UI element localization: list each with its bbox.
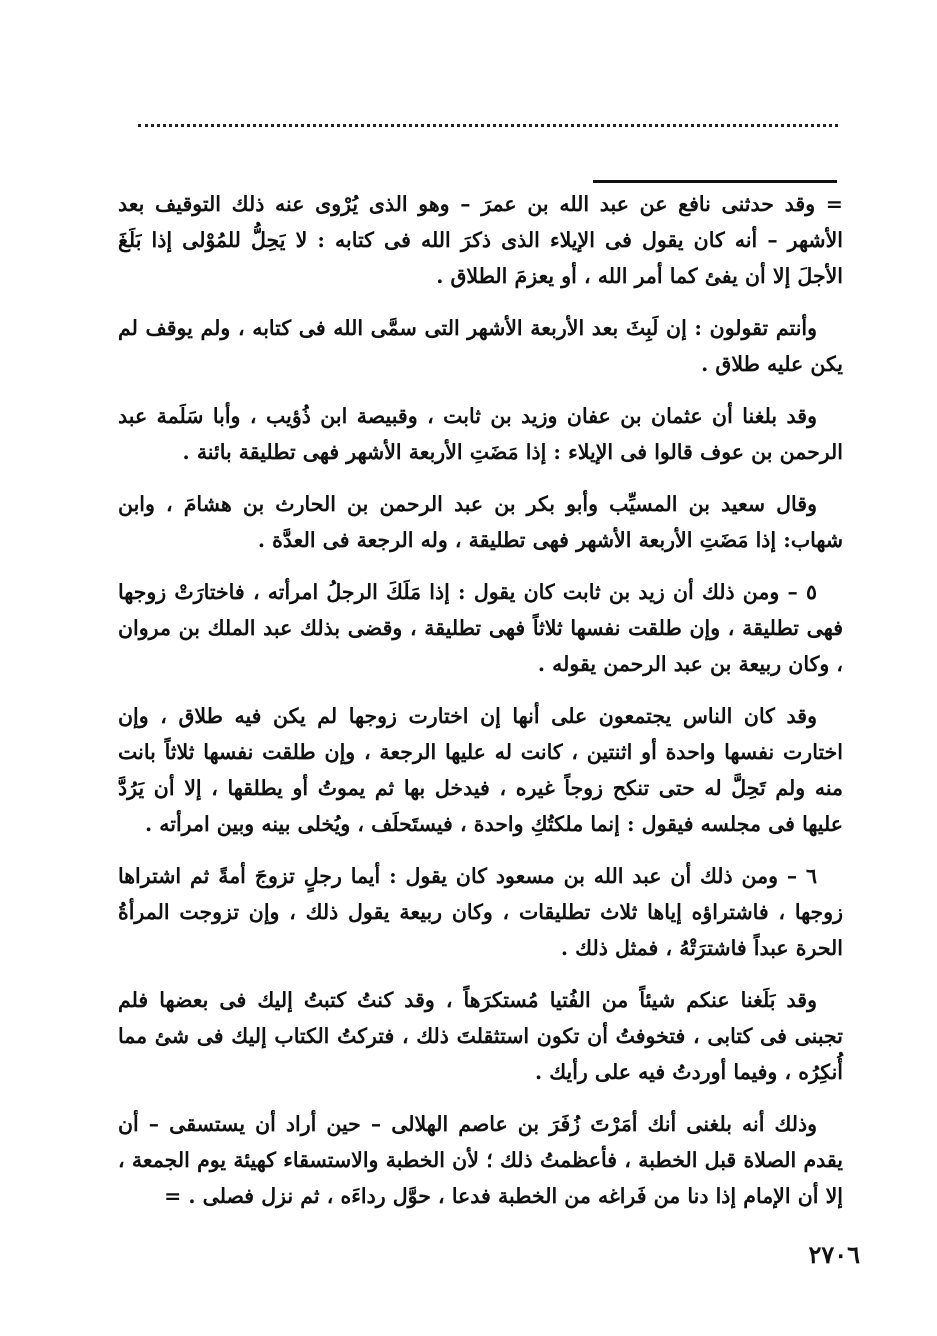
paragraph-8: وقد بَلَغنا عنكم شيئاً من الفُتيا مُستكرَهاً ، وقد كنتُ كتبتُ إليك فى بعضها فلم تجبنى فى كتابى ، فتخوفتُ أن تكون استثقلتَ ذلك ، فتركتُ الكتاب إليك فى شئ مما أُنكِرُه ، وفيما أوردتُ فيه على رأيك . <box>118 988 843 1084</box>
body-text <box>118 186 843 1230</box>
paragraph-2: وأنتم تقولون : إن لَبِثَ بعد الأربعة الأشهر التى سمَّى الله فى كتابه ، ولم يوقف لم يكن عليه طلاق . <box>118 316 843 376</box>
paragraph-4: وقال سعيد بن المسيِّب وأبو بكر بن عبد الرحمن بن الحارث بن هشامَ ، وابن شهاب: إذا مَضَتِ الأربعة الأشهر فهى تطليقة ، وله الرجعة فى العدَّة . <box>118 492 843 552</box>
paragraph-3: وقد بلغنا أن عثمان بن عفان وزيد بن ثابت ، وقبيصة ابن ذُؤيب ، وأبا سَلَمة عبد الرحمن بن عوف قالوا فى الإيلاء : إذا مَضَتِ الأربعة الأشهر فهى تطليقة بائنة . <box>118 404 843 464</box>
footnote-rule <box>593 180 837 183</box>
paragraph-5: ٥ – ومن ذلك أن زيد بن ثابت كان يقول : إذا مَلَكَ الرجلُ امرأته ، فاختارَتْ زوجها فهى تطليقة ، وإن طلقت نفسها ثلاثاً فهى تطليقة ، وقضى بذلك عبد الملك بن مروان ، وكان ربيعة بن عبد الرحمن يقوله . <box>118 580 843 676</box>
paragraph-1: = وقد حدثنى نافع عن عبد الله بن عمرَ – وهو الذى يُرْوى عنه ذلك التوقيف بعد الأشهر – أنه كان يقول فى الإيلاء الذى ذكرَ الله فى كتابه : لا يَحِلُّ للمُوْلى إذا بَلَغَ الأجلَ إلا أن يفئ كما أمر الله ، أو يعزمَ الطلاق . <box>118 192 843 288</box>
dotted-separator <box>138 124 838 127</box>
paragraph-9: وذلك أنه بلغنى أنك أمَرْتَ زُفَرَ بن عاصم الهلالى – حين أراد أن يستسقى – أن يقدم الصلاة قبل الخطبة ، فأعظمتُ ذلك ؛ لأن الخطبة والاستسقاء كهيئة يوم الجمعة ، إلا أن الإمام إذا دنا من فَراغه من الخطبة فدعا ، حوَّل رداءَه ، ثم نزل فصلى . = <box>118 1112 843 1208</box>
page-number: ٢٧٠٦ <box>808 1240 860 1269</box>
paragraph-6: وقد كان الناس يجتمعون على أنها إن اختارت زوجها لم يكن فيه طلاق ، وإن اختارت نفسها واحدة أو اثنتين ، كانت له عليها الرجعة ، وإن طلقت نفسها ثلاثاً بانت منه ولم تَحِلَّ له حتى تنكح زوجاً غيره ، فيدخل بها ثم يموتُ أو يطلقها ، إلا أن يَرُدَّ عليها فى مجلسه فيقول : إنما ملكتُكِ واحدة ، فيستَحلَف ، ويُخلى بينه وبين امرأته . <box>118 704 843 836</box>
paragraph-7: ٦ – ومن ذلك أن عبد الله بن مسعود كان يقول : أيما رجلٍ تزوجَ أمةً ثم اشتراها زوجها ، فاشتراؤه إياها ثلاث تطليقات ، وكان ربيعة يقول ذلك ، وإن تزوجت المرأةُ الحرة عبداً فاشترَتْهُ ، فمثل ذلك . <box>118 864 843 960</box>
